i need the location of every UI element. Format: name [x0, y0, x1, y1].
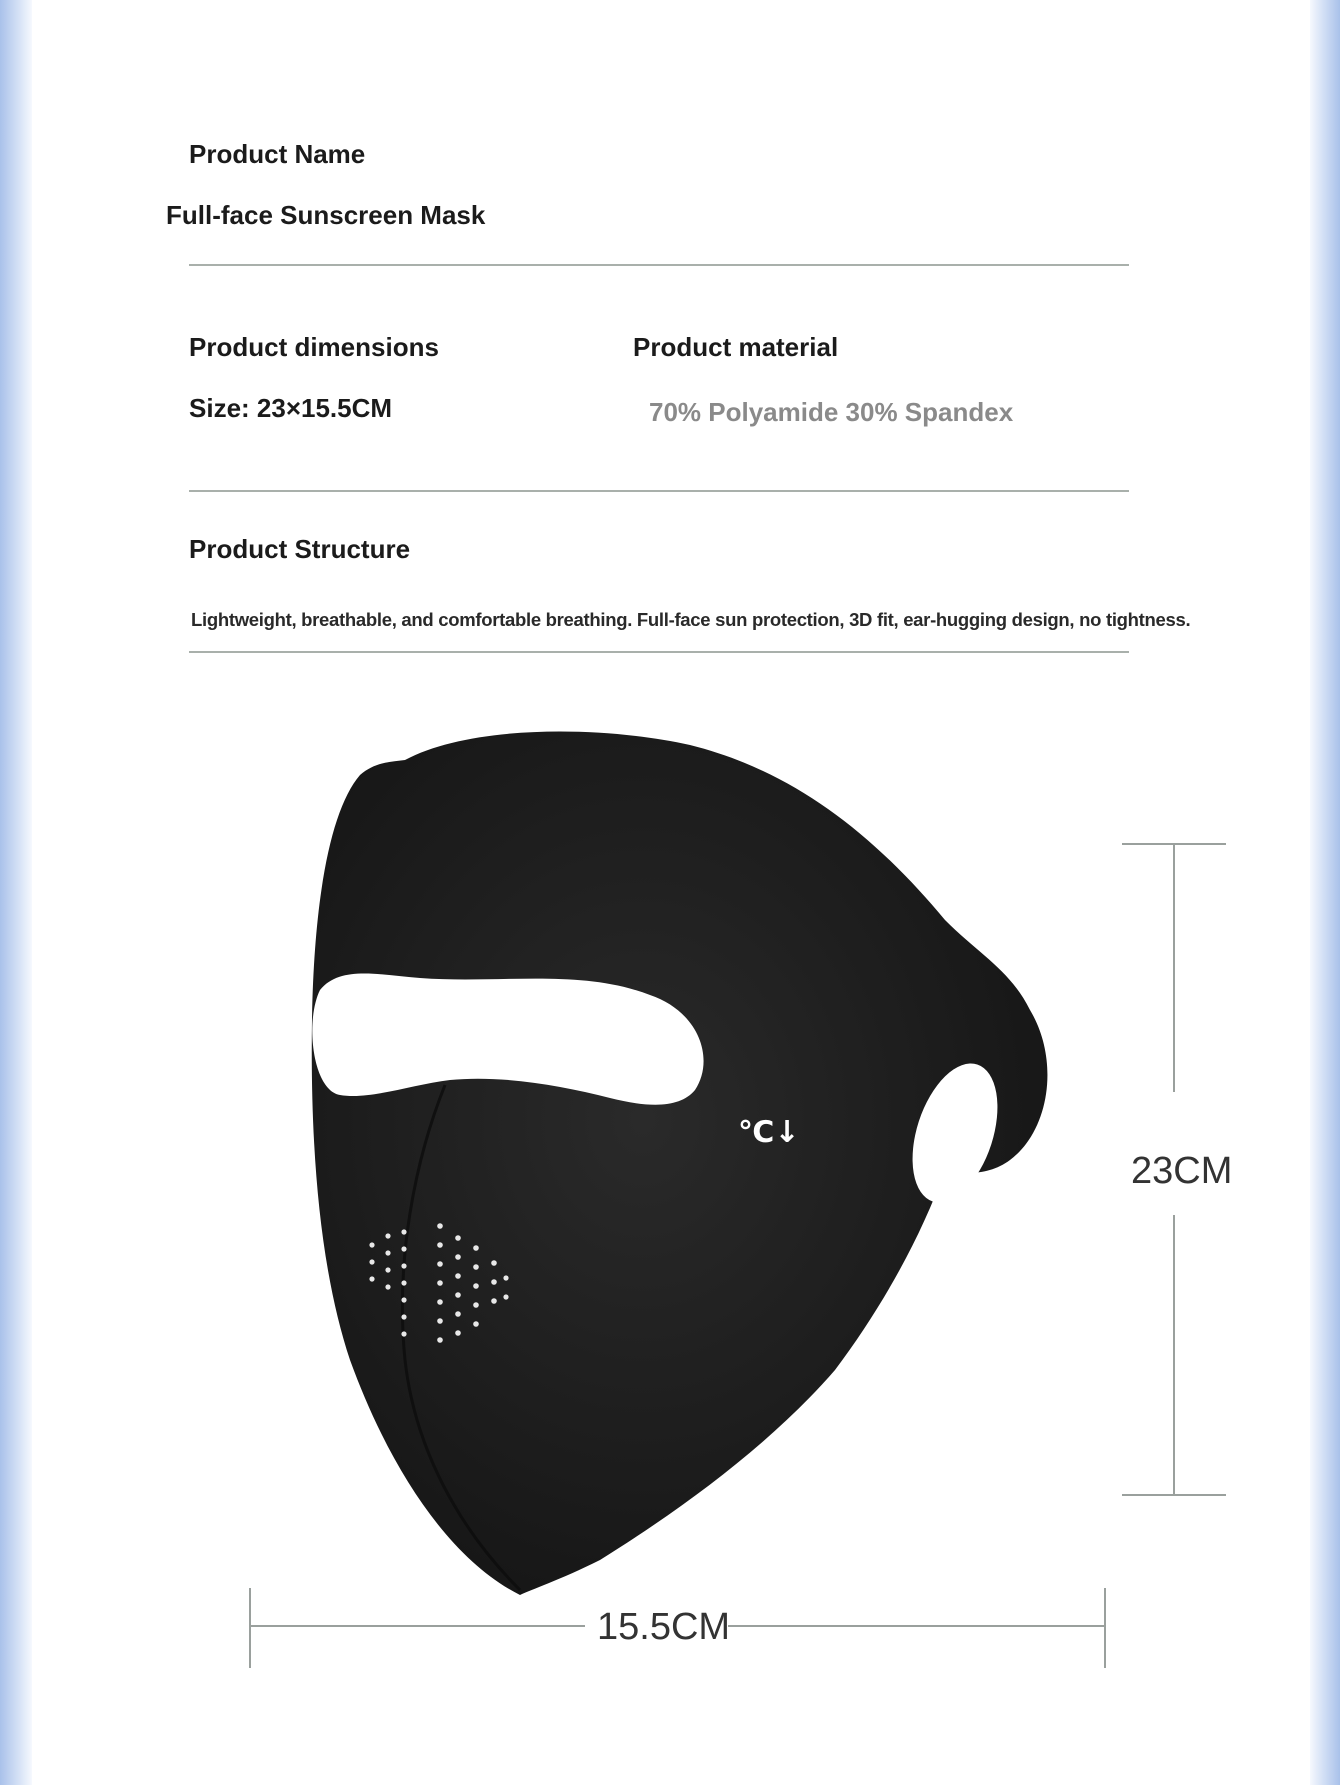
product-name-value: Full-face Sunscreen Mask [166, 200, 486, 230]
product-name-label: Product Name [189, 139, 366, 169]
product-material-label: Product material [633, 332, 839, 362]
mask-logo: ℃↓ [738, 1115, 800, 1150]
height-measurement: 23CM [1131, 1150, 1233, 1192]
product-structure-description: Lightweight, breathable, and comfortable breathing. Full-face sun protection, 3D fit, ear-hugging design, no tightness. [191, 609, 1191, 630]
product-structure-label: Product Structure [189, 534, 411, 564]
product-dimensions-label: Product dimensions [189, 332, 439, 362]
width-measurement: 15.5CM [597, 1606, 731, 1648]
product-dimensions-value: Size: 23×15.5CM [189, 393, 393, 423]
product-material-value: 70% Polyamide 30% Spandex [649, 397, 1014, 427]
